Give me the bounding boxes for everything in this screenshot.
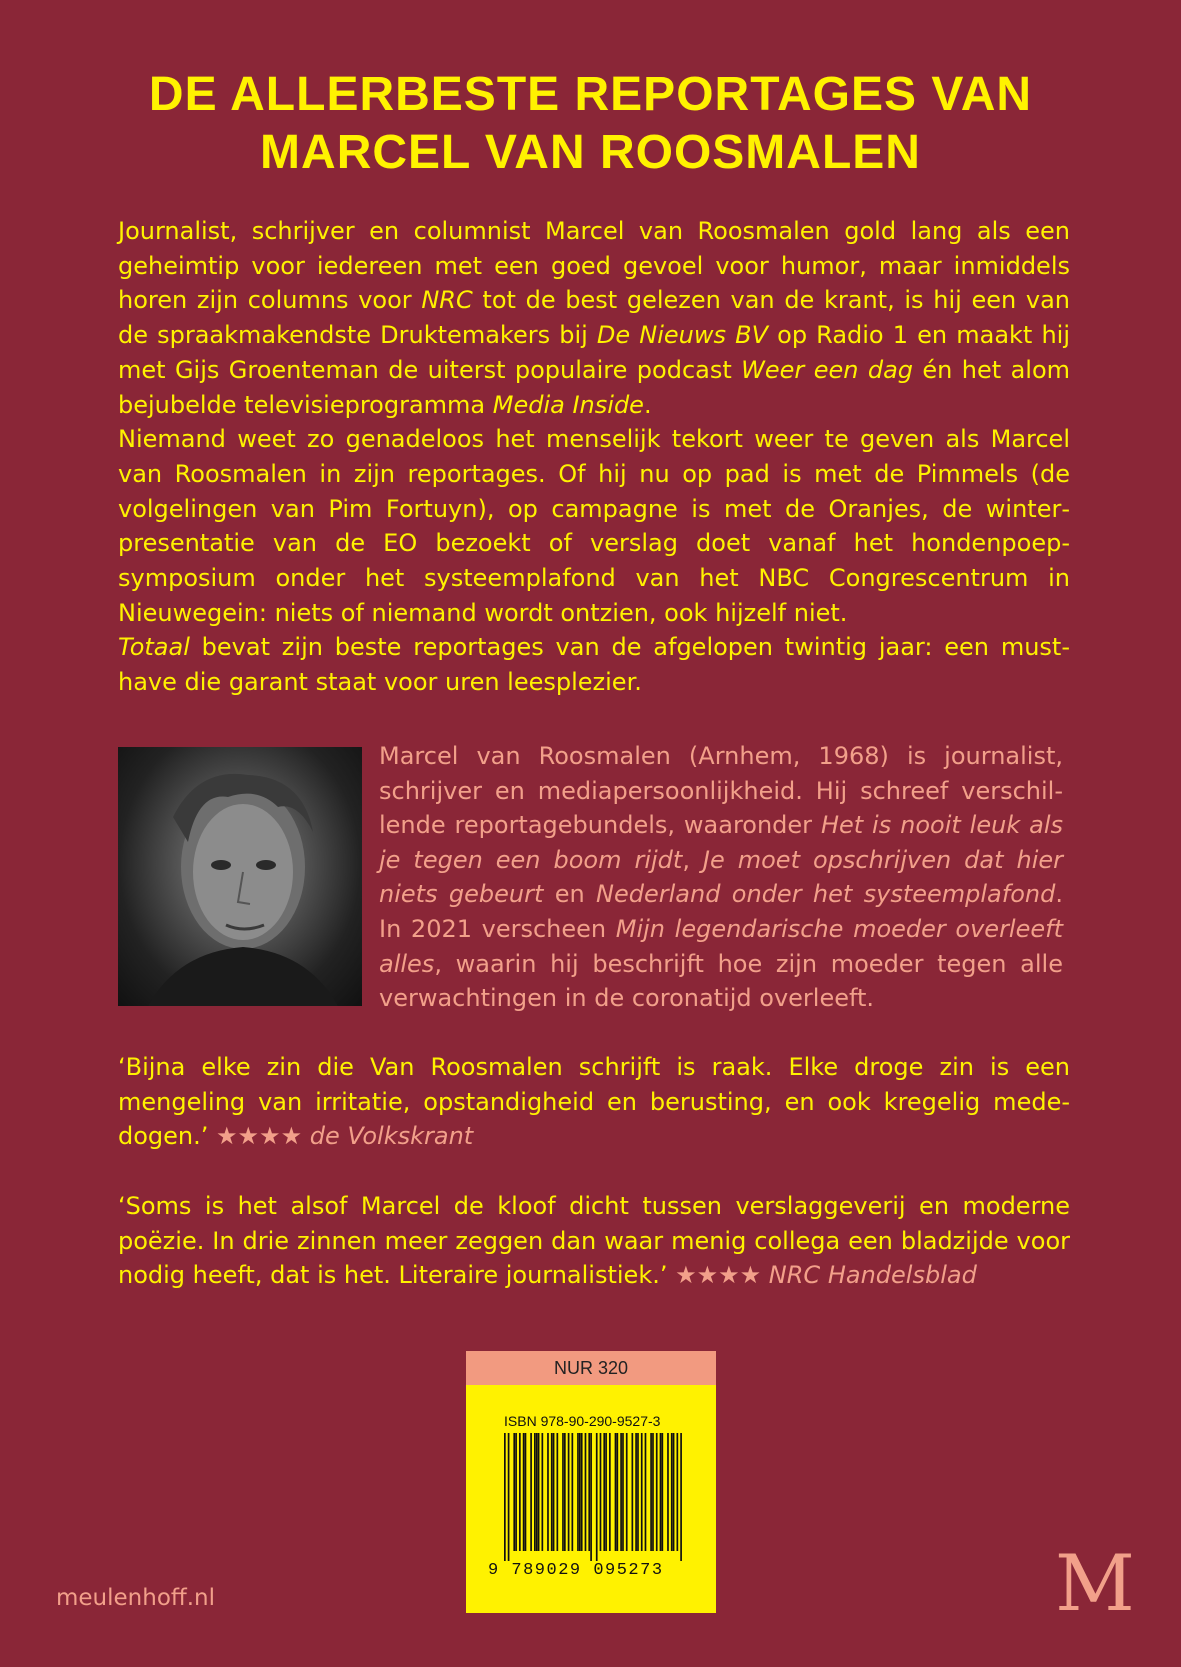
barcode-bar	[508, 1433, 510, 1561]
barcode-bar	[577, 1433, 579, 1551]
text-run-italic: Media Inside	[492, 390, 644, 419]
intro-paragraph-2: Niemand weet zo genadeloos het menselijk tekort weer te geven als Marcel van Roosmalen in zijn reportages. Of hij nu op pad is met de Pimmels (de volgelingen van Pim Fortuyn), op campagne is met de Oranjes, de winterpresentatie van de EO bezoekt of verslag doet vanaf het hondenpoepsymposium onder het systeemplafond van het NBC Congrescentrum in Nieuwegein: niets of niemand wordt ontzien, ook hijzelf niet.	[118, 425, 1070, 627]
author-photo	[118, 747, 362, 1006]
barcode-bar	[652, 1433, 654, 1551]
barcode-bar	[525, 1433, 527, 1551]
barcode-bar	[605, 1433, 607, 1551]
barcode-panel	[466, 1351, 716, 1613]
barcode-bar	[564, 1433, 566, 1551]
barcode-bar	[562, 1433, 564, 1551]
publisher-logo: M	[1055, 1539, 1135, 1629]
author-bio	[379, 739, 1063, 1016]
publisher-website: meulenhoff.nl	[56, 1585, 216, 1611]
quote-text: ‘Bijna elke zin die Van Roosmalen schrijft is raak. Elke droge zin is een mengeling van irritatie, opstandigheid en berusting, en ook kregelig mededogen.’	[118, 1053, 1070, 1151]
nur-label: NUR 320	[466, 1351, 716, 1385]
barcode-bar	[581, 1433, 583, 1551]
barcode-bar	[519, 1433, 521, 1551]
review-quote-2	[118, 1189, 1070, 1293]
quote-text: ‘Soms is het alsof Marcel de kloof dicht tussen verslaggeverij en moderne poëzie. In drie zinnen meer zeggen dan waar menig collega een bladzijde voor nodig heeft, dat is het. Literaire journalistiek.’	[118, 1192, 1070, 1290]
barcode-bar	[553, 1433, 555, 1551]
text-run: op Radio 1 en maakt hij met Gijs Groenteman de uiterst populaire podcast	[118, 321, 1071, 384]
text-run: tot de best gelezen van de krant, is hij een van de spraakmakendste Druktemakers bij	[118, 286, 1070, 350]
text-run: bevat zijn beste reportages van de afgelopen twintig jaar: een musthave die garant staat voor uren leesplezier.	[118, 633, 1070, 697]
barcode-bar	[534, 1433, 536, 1551]
text-run: . In 2021 verscheen	[379, 880, 1063, 943]
barcode-bar	[530, 1433, 532, 1551]
barcode-bar	[557, 1433, 559, 1551]
barcode-bar	[538, 1433, 540, 1551]
barcode-bar	[677, 1433, 679, 1551]
text-run-italic: Je moet opschrijven dat hier niets gebeurt	[379, 845, 1063, 909]
intro-paragraph-1	[118, 214, 1070, 422]
text-run-italic: Het is nooit leuk als je tegen een boom rijdt	[379, 811, 1063, 874]
text-run: ,	[682, 845, 703, 874]
intro-paragraph-3	[118, 630, 1070, 699]
barcode-bar	[568, 1433, 570, 1551]
barcode-bar	[645, 1433, 647, 1551]
barcode-bar	[667, 1433, 669, 1551]
barcode-bar	[609, 1433, 611, 1551]
cover-title-line-2: MARCEL VAN ROOSMALEN	[260, 126, 921, 179]
barcode-bar	[572, 1433, 574, 1551]
text-run-italic: Totaal	[118, 633, 190, 662]
quote-text-block	[118, 1050, 1070, 1154]
barcode-bar	[547, 1433, 549, 1551]
intro-text	[118, 214, 1070, 700]
barcode-bar	[579, 1433, 581, 1551]
barcode-bar	[620, 1433, 622, 1551]
quote-source: ★★★★ de Volkskrant	[216, 1122, 474, 1151]
barcode-bar	[551, 1433, 553, 1551]
review-quote-1	[118, 1050, 1070, 1154]
barcode-bar	[662, 1433, 664, 1551]
barcode-bar	[523, 1433, 525, 1551]
barcode-bars	[504, 1433, 684, 1561]
barcode-bar	[585, 1433, 587, 1551]
barcode-digits: 9 789029 095273	[488, 1561, 664, 1580]
barcode-bar	[671, 1433, 673, 1551]
barcode-bar	[617, 1433, 619, 1551]
barcode-bar	[660, 1433, 662, 1551]
barcode-bar	[603, 1433, 605, 1551]
text-run: en	[543, 880, 597, 909]
cover-title	[0, 66, 1181, 182]
text-run-italic: NRC	[421, 286, 473, 315]
barcode-bar	[632, 1433, 634, 1551]
isbn-label: ISBN 978-90-290-9527-3	[504, 1413, 661, 1429]
barcode-bar	[626, 1433, 628, 1551]
barcode-bar	[596, 1433, 598, 1561]
barcode-bar	[641, 1433, 643, 1551]
barcode-bar	[673, 1433, 675, 1551]
text-run: Journalist, schrijver en columnist Marcel van Roosmalen gold lang als een geheimtip voor iedereen met een goed gevoel voor humor, maar inmiddels horen zijn columns voor	[118, 217, 1070, 315]
barcode-bar	[515, 1433, 517, 1551]
text-run: Marcel van Roosmalen (Arnhem, 1968) is journalist, schrijver en mediapersoonlijkheid. Hij schreef verschillende reportagebundels, waaronder	[379, 742, 1063, 840]
quote-text-block	[118, 1189, 1070, 1293]
text-run: én het alom bejubelde televisieprogramma	[118, 355, 1071, 419]
barcode-bar	[615, 1433, 617, 1551]
text-run: .	[643, 390, 652, 419]
barcode-bar	[650, 1433, 652, 1551]
barcode-bar	[513, 1433, 515, 1551]
barcode-bar	[536, 1433, 538, 1551]
text-run-italic: Mijn legendarische moeder overleeft alles	[379, 914, 1063, 978]
barcode-bar	[656, 1433, 658, 1551]
barcode-bar	[504, 1433, 506, 1561]
barcode-bar	[600, 1433, 602, 1551]
barcode-bar	[590, 1433, 592, 1561]
barcode-bar	[622, 1433, 624, 1551]
text-run-italic: Weer een dag	[741, 355, 914, 384]
quote-source: ★★★★ NRC Handelsblad	[675, 1261, 977, 1290]
text-run-italic: Nederland onder het systeemplafond	[596, 880, 1056, 909]
barcode-bar	[637, 1433, 639, 1551]
barcode-bar	[680, 1433, 682, 1561]
barcode-bar	[588, 1433, 590, 1551]
cover-title-line-1: DE ALLERBESTE REPORTAGES VAN	[148, 68, 1033, 121]
barcode-bar	[635, 1433, 637, 1551]
text-run: , waarin hij beschrijft hoe zijn moeder tegen alle verwachtingen in de coronatijd overleeft.	[379, 949, 1063, 1013]
text-run-italic: De Nieuws BV	[596, 321, 769, 350]
barcode-bar	[542, 1433, 544, 1551]
